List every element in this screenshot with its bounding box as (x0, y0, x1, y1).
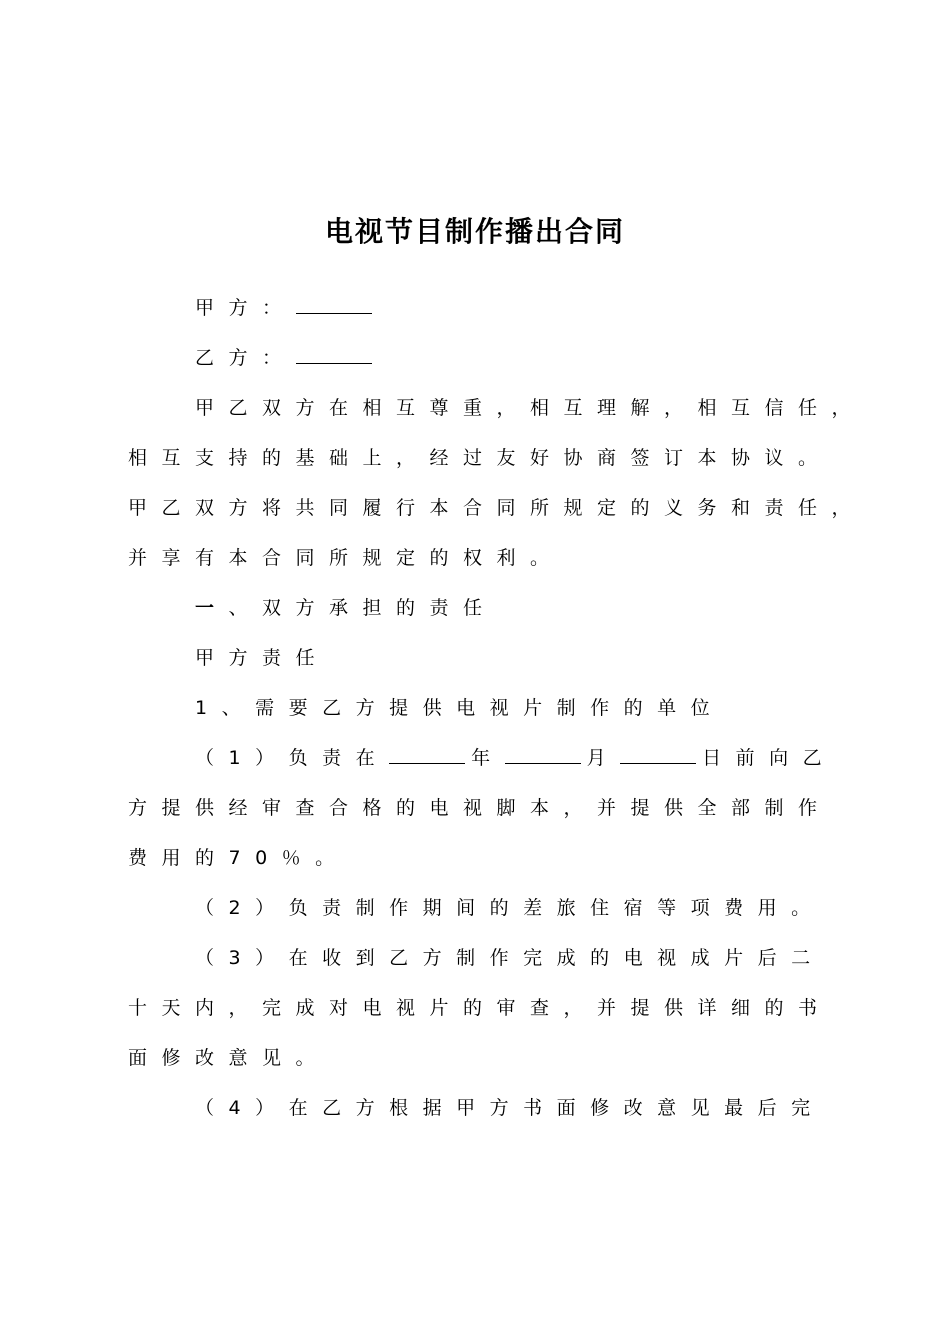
item-1-1-prefix: （1）负责在 (195, 747, 390, 769)
item-1-3-line-3: 面修改意见。 (128, 1047, 330, 1069)
month-blank[interactable] (505, 745, 581, 764)
party-b-label: 乙方： (195, 347, 296, 369)
intro-line-1: 甲乙双方在相互尊重，相互理解，相互信任， (195, 397, 866, 419)
item-1-3-line-2: 十天内，完成对电视片的审查，并提供详细的书 (128, 997, 832, 1019)
item-1-1-line-1 (195, 743, 925, 773)
item-1-2: （2）负责制作期间的差旅住宿等项费用。 (195, 897, 825, 919)
year-blank[interactable] (389, 745, 465, 764)
item-1-1-line-3: 费用的70％。 (128, 847, 349, 869)
intro-line-2: 相互支持的基础上，经过友好协商签订本协议。 (128, 447, 832, 469)
party-b-blank[interactable] (296, 345, 372, 364)
intro-line-3: 甲乙双方将共同履行本合同所规定的义务和责任， (128, 497, 866, 519)
party-a-line (195, 293, 925, 323)
party-a-label: 甲方： (195, 297, 296, 319)
day-blank[interactable] (620, 745, 696, 764)
section1-heading (195, 593, 925, 623)
month-label: 月 (586, 747, 621, 769)
section1-heading-text: 、双方承担的责任 (228, 597, 497, 619)
party-a-duty-heading: 甲方责任 (195, 647, 330, 669)
item-1-3-line-1: （3）在收到乙方制作完成的电视成片后二 (195, 947, 825, 969)
day-label: 日前向乙 (702, 747, 837, 769)
party-b-line (195, 343, 925, 373)
item-1: 1、需要乙方提供电视片制作的单位 (195, 697, 725, 719)
party-a-blank[interactable] (296, 295, 372, 314)
intro-line-4: 并享有本合同所规定的权利。 (128, 547, 564, 569)
item-1-4-line-1: （4）在乙方根据甲方书面修改意见最后完 (195, 1097, 825, 1119)
item-1-1-line-2: 方提供经审查合格的电视脚本，并提供全部制作 (128, 797, 832, 819)
document-title: 电视节目制作播出合同 (324, 215, 625, 248)
year-label: 年 (471, 747, 505, 769)
section1-heading-number: 一 (195, 597, 229, 619)
